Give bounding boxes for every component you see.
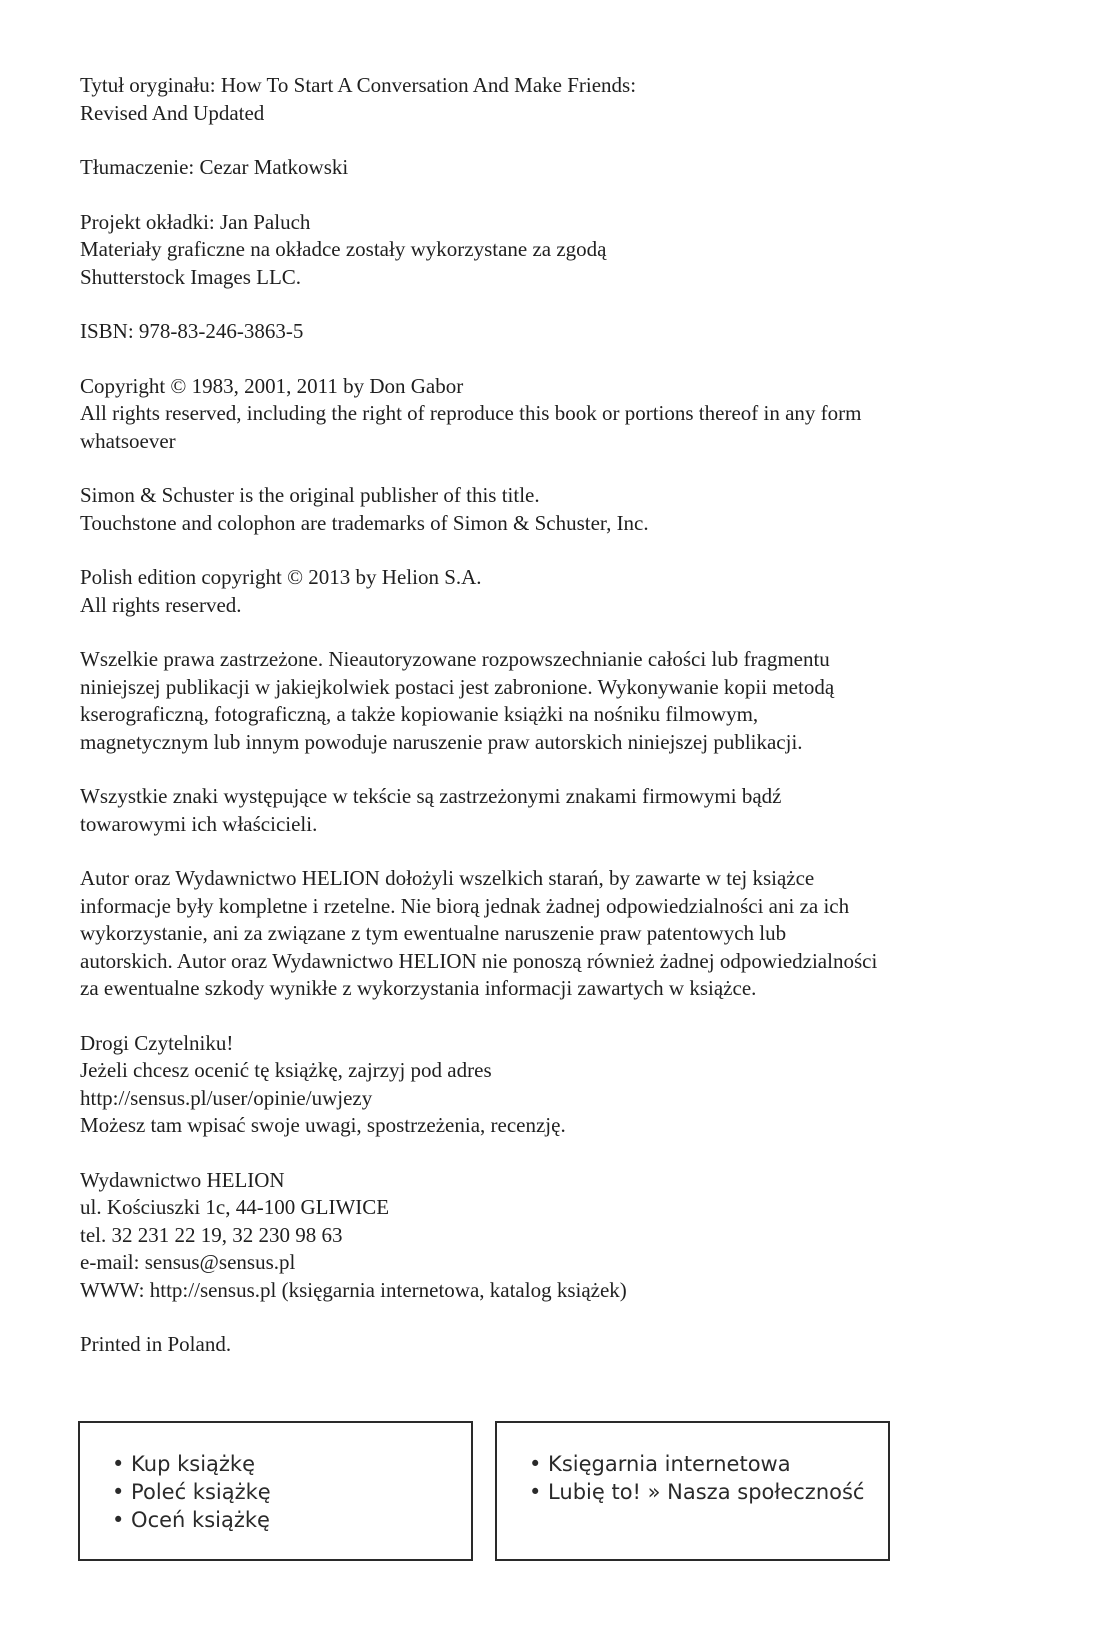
reader-paragraph (80, 1030, 1040, 1140)
copyright-page (80, 72, 1040, 1386)
text-line: ISBN: 978-83-246-3863-5 (80, 319, 304, 343)
recommend-book-link[interactable]: • Poleć książkę (112, 1480, 271, 1504)
text-line: All rights reserved, including the right of reproduce this book or portions thereof in any form (80, 401, 862, 425)
text-line: magnetycznym lub innym powoduje naruszenie praw autorskich niniejszej publikacji. (80, 729, 803, 754)
text-line: niniejszej publikacji w jakiejkolwiek postaci jest zabronione. Wykonywanie kopii metodą (80, 674, 835, 699)
text-line: Autor oraz Wydawnictwo HELION dołożyli wszelkich starań, by zawarte w tej książce (80, 866, 815, 890)
disclaimer-paragraph (80, 865, 1040, 1003)
text-line: Możesz tam wpisać swoje uwagi, spostrzeżenia, recenzję. (80, 1113, 566, 1137)
text-line: Wszystkie znaki występujące w tekście są zastrzeżonymi znakami firmowymi bądź (80, 784, 782, 808)
text-line: Touchstone and colophon are trademarks of Simon & Schuster, Inc. (80, 510, 649, 535)
text-line: Copyright © 1983, 2001, 2011 by Don Gabor (80, 373, 464, 398)
community-links-box (495, 1421, 890, 1561)
book-actions-box (78, 1421, 473, 1561)
text-line: Polish edition copyright © 2013 by Helion S.A. (80, 565, 482, 589)
text-line: autorskich. Autor oraz Wydawnictwo HELION nie ponoszą również żadnej odpowiedzialności (80, 948, 878, 973)
text-line: Shutterstock Images LLC. (80, 264, 302, 289)
text-line: Projekt okładki: Jan Paluch (80, 209, 311, 234)
email-address: e-mail: sensus@sensus.pl (80, 1250, 296, 1274)
online-bookstore-link[interactable]: • Księgarnia internetowa (529, 1452, 791, 1476)
translation-paragraph (80, 154, 1040, 182)
rights-paragraph (80, 646, 1040, 756)
community-link[interactable]: • Lubię to! » Nasza społeczność (529, 1480, 865, 1504)
website-address: WWW: http://sensus.pl (księgarnia internetowa, katalog książek) (80, 1277, 627, 1302)
text-line: za ewentualne szkody wynikłe z wykorzystania informacji zawartych w książce. (80, 976, 757, 1000)
opinion-url: http://sensus.pl/user/opinie/uwjezy (80, 1085, 373, 1110)
text-line: Tytuł oryginału: How To Start A Conversation And Make Friends: (80, 73, 637, 97)
copyright-paragraph (80, 373, 1040, 456)
isbn-paragraph (80, 318, 1040, 346)
text-line: whatsoever (80, 428, 176, 453)
printed-paragraph (80, 1331, 1040, 1359)
text-line: towarowymi ich właścicieli. (80, 811, 318, 836)
text-line: Materiały graficzne na okładce zostały wykorzystane za zgodą (80, 237, 607, 261)
phone-numbers: tel. 32 231 22 19, 32 230 98 63 (80, 1222, 343, 1247)
address-paragraph (80, 1167, 1040, 1305)
text-line: kserograficzną, fotograficzną, a także kopiowanie książki na nośniku filmowym, (80, 702, 759, 726)
original-title-paragraph (80, 72, 1040, 127)
text-line: Tłumaczenie: Cezar Matkowski (80, 155, 349, 179)
text-line: Wszelkie prawa zastrzeżone. Nieautoryzowane rozpowszechnianie całości lub fragmentu (80, 647, 830, 671)
text-line: Revised And Updated (80, 100, 265, 125)
text-line: All rights reserved. (80, 592, 242, 617)
text-line: Jeżeli chcesz ocenić tę książkę, zajrzyj pod adres (80, 1058, 492, 1082)
publisher-name: Wydawnictwo HELION (80, 1167, 285, 1192)
polish-copyright-paragraph (80, 564, 1040, 619)
text-line: Simon & Schuster is the original publisher of this title. (80, 483, 540, 507)
street-address: ul. Kościuszki 1c, 44-100 GLIWICE (80, 1195, 390, 1219)
buy-book-link[interactable]: • Kup książkę (112, 1452, 256, 1476)
publisher-paragraph (80, 482, 1040, 537)
text-line: wykorzystanie, ani za związane z tym ewentualne naruszenie praw patentowych lub (80, 921, 787, 945)
trademarks-paragraph (80, 783, 1040, 838)
text-line: Printed in Poland. (80, 1332, 232, 1356)
cover-credits-paragraph (80, 209, 1040, 292)
text-line: Drogi Czytelniku! (80, 1030, 234, 1055)
rate-book-link[interactable]: • Oceń książkę (112, 1508, 270, 1532)
text-line: informacje były kompletne i rzetelne. Nie biorą jednak żadnej odpowiedzialności ani za ich (80, 893, 850, 918)
